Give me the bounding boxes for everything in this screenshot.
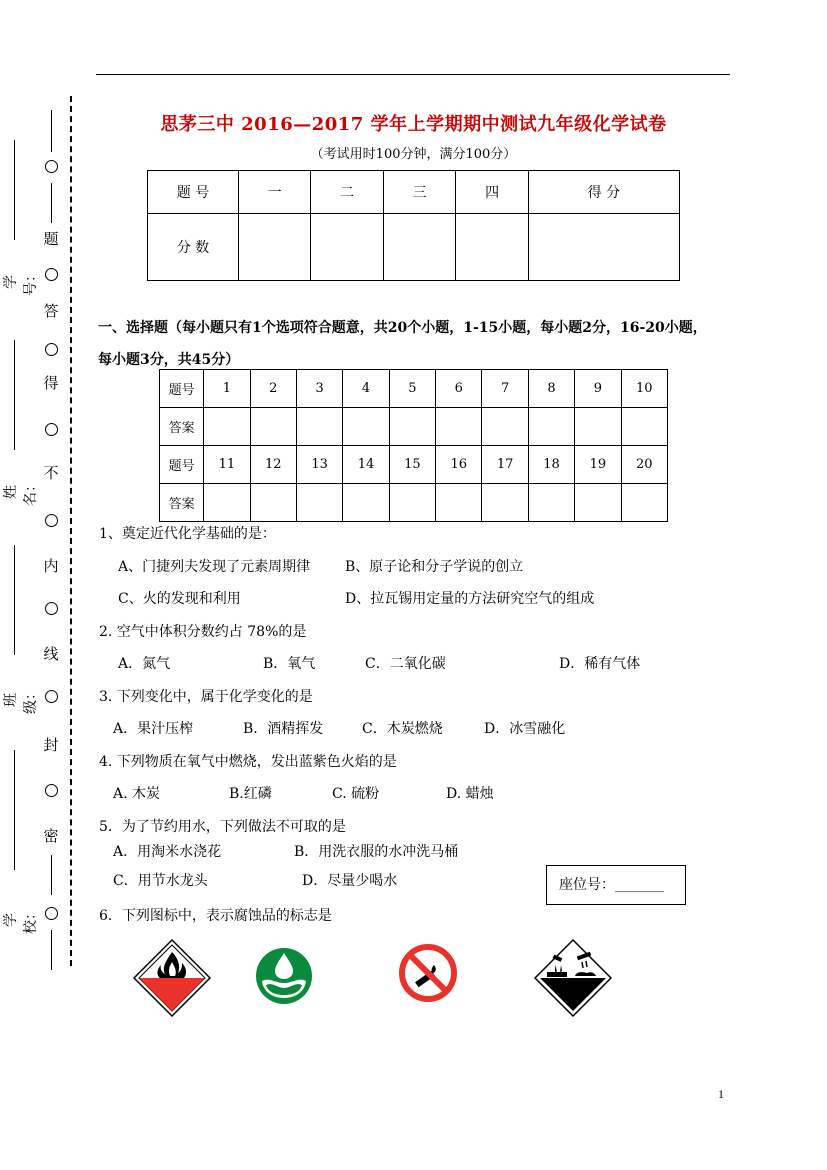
question-2-option-b: B．氧气	[263, 656, 316, 672]
answer-q-label: 题号	[160, 446, 204, 484]
header-rule	[96, 74, 730, 75]
seal-circle	[45, 784, 58, 797]
flammable-icon	[132, 938, 212, 1018]
question-number: 5	[389, 370, 435, 408]
question-2-stem: 2. 空气中体积分数约占 78%的是	[99, 624, 307, 640]
question-number: 8	[528, 370, 574, 408]
question-2-option-a: A．氮气	[118, 656, 171, 672]
margin-label-school: 学校：	[3, 906, 39, 934]
question-4-stem: 4. 下列物质在氧气中燃烧，发出蓝紫色火焰的是	[99, 754, 397, 770]
answer-cell[interactable]	[296, 408, 342, 446]
seal-line	[51, 855, 52, 895]
question-number: 2	[250, 370, 296, 408]
answer-cell[interactable]	[436, 408, 482, 446]
answer-cell[interactable]	[436, 484, 482, 522]
seal-char: 答	[43, 302, 59, 320]
question-number: 20	[621, 446, 667, 484]
question-3-option-a: A．果汁压榨	[113, 721, 194, 737]
question-5-option-d: D．尽量少喝水	[302, 873, 398, 889]
seal-circle	[45, 423, 58, 436]
answer-a-label: 答案	[160, 484, 204, 522]
seal-char: 不	[43, 464, 59, 482]
answer-cell[interactable]	[250, 484, 296, 522]
question-1-option-d: D、拉瓦锡用定量的方法研究空气的组成	[345, 591, 595, 607]
exam-title: 思茅三中 2016—2017 学年上学期期中测试九年级化学试卷	[160, 114, 667, 135]
corrosive-icon	[533, 938, 613, 1018]
question-3-option-b: B．酒精挥发	[243, 721, 324, 737]
question-number: 16	[436, 446, 482, 484]
seal-char: 内	[43, 557, 59, 575]
question-4-option-b: B.红磷	[229, 786, 272, 802]
seal-line	[51, 183, 52, 223]
question-number: 18	[528, 446, 574, 484]
score-row-label: 分 数	[148, 214, 239, 281]
margin-line	[14, 340, 15, 450]
score-header-cell: 得 分	[528, 171, 679, 214]
section-1-line: 每小题3分，共45分）	[98, 352, 240, 368]
answer-cell[interactable]	[575, 484, 621, 522]
answer-cell[interactable]	[528, 484, 574, 522]
question-3-option-c: C．木炭燃烧	[362, 721, 443, 737]
question-1-stem: 1、奠定近代化学基础的是：	[99, 526, 276, 542]
seal-char: 密	[43, 827, 59, 845]
answer-table	[159, 369, 668, 522]
score-header-cell: 二	[311, 171, 383, 214]
answer-cell[interactable]	[482, 408, 528, 446]
answer-cell[interactable]	[389, 484, 435, 522]
question-6-stem: 6．下列图标中，表示腐蚀品的标志是	[99, 908, 332, 924]
score-cell[interactable]	[311, 214, 383, 281]
score-cell[interactable]	[383, 214, 455, 281]
answer-cell[interactable]	[343, 484, 389, 522]
margin-line	[14, 545, 15, 655]
score-header-cell: 三	[383, 171, 455, 214]
answer-q-label: 题号	[160, 370, 204, 408]
seal-char: 题	[43, 230, 59, 248]
question-number: 7	[482, 370, 528, 408]
seal-line	[51, 930, 52, 970]
answer-cell[interactable]	[204, 484, 250, 522]
section-1-line: 一、选择题（每小题只有1个选项符合题意，共20个小题，1-15小题，每小题2分，16-20小题，	[98, 320, 707, 336]
exam-subtitle: （考试用时100分钟，满分100分）	[310, 147, 517, 162]
seal-circle	[45, 690, 58, 703]
question-3-stem: 3. 下列变化中，属于化学变化的是	[99, 689, 313, 705]
answer-cell[interactable]	[528, 408, 574, 446]
score-cell[interactable]	[456, 214, 528, 281]
seal-circle	[45, 268, 58, 281]
answer-cell[interactable]	[575, 408, 621, 446]
answer-cell[interactable]	[621, 484, 667, 522]
question-3-option-d: D．冰雪融化	[484, 721, 566, 737]
question-5-option-b: B．用洗衣服的水冲洗马桶	[294, 844, 459, 860]
answer-cell[interactable]	[621, 408, 667, 446]
seal-circle	[45, 514, 58, 527]
seat-number-box: 座位号：_______	[546, 865, 686, 905]
score-header-cell: 一	[239, 171, 311, 214]
score-header-cell: 题 号	[148, 171, 239, 214]
question-number: 12	[250, 446, 296, 484]
seal-char: 封	[43, 736, 59, 754]
dashed-fold-line	[70, 96, 72, 966]
score-header-cell: 四	[456, 171, 528, 214]
question-4-option-c: C. 硫粉	[332, 786, 380, 802]
question-5-stem: 5．为了节约用水，下列做法不可取的是	[99, 819, 346, 835]
answer-cell[interactable]	[389, 408, 435, 446]
question-number: 17	[482, 446, 528, 484]
answer-a-label: 答案	[160, 408, 204, 446]
answer-cell[interactable]	[204, 408, 250, 446]
question-1-option-b: B、原子论和分子学说的创立	[345, 559, 524, 575]
seal-char: 线	[43, 645, 59, 663]
question-number: 9	[575, 370, 621, 408]
question-1-option-c: C、火的发现和利用	[118, 591, 241, 607]
question-number: 14	[343, 446, 389, 484]
answer-cell[interactable]	[296, 484, 342, 522]
question-5-option-c: C．用节水龙头	[113, 873, 208, 889]
question-number: 13	[296, 446, 342, 484]
question-2-option-d: D．稀有气体	[559, 656, 641, 672]
answer-cell[interactable]	[343, 408, 389, 446]
question-number: 10	[621, 370, 667, 408]
question-number: 19	[575, 446, 621, 484]
seal-circle	[45, 602, 58, 615]
seal-circle	[45, 343, 58, 356]
answer-cell[interactable]	[250, 408, 296, 446]
question-number: 11	[204, 446, 250, 484]
question-number: 1	[204, 370, 250, 408]
score-cell[interactable]	[239, 214, 311, 281]
question-number: 15	[389, 446, 435, 484]
margin-label-class: 班级：	[3, 686, 39, 714]
question-2-option-c: C．二氧化碳	[365, 656, 446, 672]
question-4-option-d: D. 蜡烛	[446, 786, 494, 802]
seal-char: 得	[43, 374, 59, 392]
score-table	[147, 170, 680, 281]
no-fire-icon	[398, 943, 458, 1003]
water-saving-icon	[255, 947, 313, 1005]
seal-circle	[45, 907, 58, 920]
question-number: 6	[436, 370, 482, 408]
margin-line	[14, 750, 15, 870]
margin-label-student-id: 学号：	[3, 268, 39, 296]
question-number: 3	[296, 370, 342, 408]
section-1-heading	[98, 312, 738, 376]
question-5-option-a: A．用淘米水浇花	[113, 844, 222, 860]
question-1-option-a: A、门捷列夫发现了元素周期律	[118, 559, 311, 575]
margin-label-name: 姓名：	[3, 478, 39, 506]
question-number: 4	[343, 370, 389, 408]
answer-cell[interactable]	[482, 484, 528, 522]
page-number: 1	[718, 1087, 724, 1101]
question-4-option-a: A. 木炭	[113, 786, 161, 802]
score-cell[interactable]	[528, 214, 679, 281]
